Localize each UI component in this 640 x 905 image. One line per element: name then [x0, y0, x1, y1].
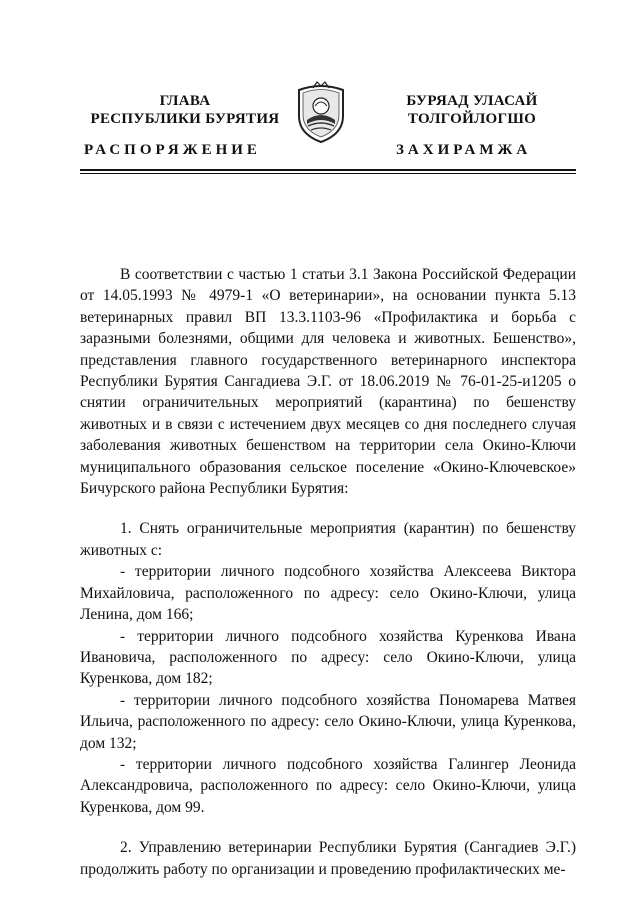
document-body	[80, 264, 576, 880]
item-1: 1. Снять ограничительные мероприятия (карантин) по бешенству животных с:	[80, 520, 576, 559]
header-right-line1: БУРЯАД УЛАСАЙ	[406, 93, 538, 109]
header-right-line2: ТОЛГОЙЛОГШО	[407, 111, 537, 127]
header-left-line1: ГЛАВА	[159, 93, 211, 109]
item-1-sub-4: - территории личного подсобного хозяйства Галингер Леонида Александровича, расположенного по адресу: село Окино-Ключи, улица Куренкова, дом 99.	[80, 755, 576, 816]
intro-paragraph: В соответствии с частью 1 статьи 3.1 Закона Российской Федерации от 14.05.1993 № 4979-1 «О ветеринарии», на основании пункта 5.13 ветеринарных правил ВП 13.3.1103-96 «Профилактика и борьба с заразными болезнями, общими для человека и животных. Бешенство», представления главного государственного ветеринарного инспектора Республики Бурятия Сангадиева Э.Г. от 18.06.2019 № 76-01-25-и1205 о снятии ограничительных мероприятий (карантина) по бешенству животных и в связи с истечением двух месяцев со дня последнего случая заболевания животных бешенством на территории села Окино-Ключи муниципального образования сельское поселение «Окино-Ключевское» Бичурского района Республики Бурятия:	[80, 266, 576, 498]
order-title-bur: ЗАХИРАМЖА	[396, 142, 532, 158]
item-1-sub-3: - территории личного подсобного хозяйства Пономарева Матвея Ильича, расположенного по адресу: село Окино-Ключи, улица Куренкова, дом 132;	[80, 691, 576, 752]
order-title-ru: РАСПОРЯЖЕНИЕ	[84, 142, 261, 158]
header-right	[372, 92, 572, 128]
item-1-sub-1: - территории личного подсобного хозяйства Алексеева Виктора Михайловича, расположенного по адресу: село Окино-Ключи, улица Ленина, дом 166;	[80, 563, 576, 624]
item-1-sub-2: - территории личного подсобного хозяйства Куренкова Ивана Ивановича, расположенного по адресу: село Окино-Ключи, улица Куренкова, дом 182;	[80, 627, 576, 688]
header-divider-thick	[80, 169, 576, 171]
item-2: 2. Управлению ветеринарии Республики Бурятия (Сангадиев Э.Г.) продолжить работу по организации и проведению профилактических ме-	[80, 839, 576, 878]
coat-of-arms-icon	[293, 80, 349, 144]
header-left-line2: РЕСПУБЛИКИ БУРЯТИЯ	[90, 111, 280, 127]
header-divider-thin	[80, 173, 576, 174]
header-left	[80, 92, 290, 128]
